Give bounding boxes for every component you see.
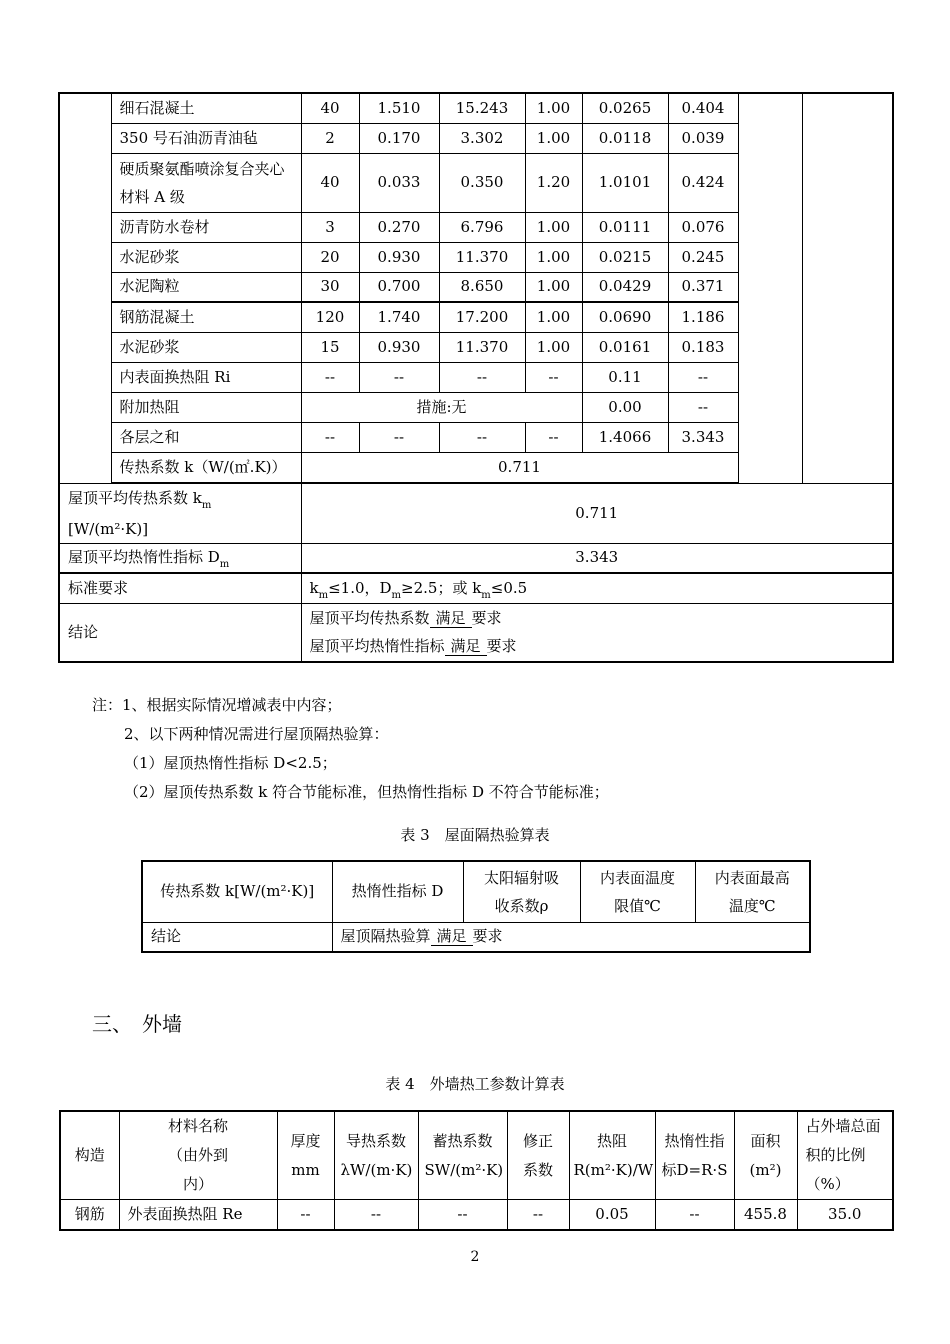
km-row: 屋顶平均传热系数 $k_m$ [W/(m²·K)] 0.711 <box>59 483 893 543</box>
ratio-cell <box>802 93 893 483</box>
table-header-row: 构造 材料名称（由外到内） 厚度mm 导热系数λW/(m·K) 蓄热系数SW/(m²·K) 修正系数 热阻 R(m²·K)/W 热惰性指标D=R·S 面积(m²) 占外墙总面积的比例（%） <box>60 1111 893 1200</box>
note-1: 注：1、根据实际情况增减表中内容； <box>92 696 342 714</box>
table3-caption: 表 3 屋面隔热验算表 <box>400 826 550 844</box>
section-heading: 三、 外墙 <box>92 1012 182 1036</box>
area-cell <box>738 93 802 483</box>
k-row: 传热系数 k（W/(㎡.K)） 0.711 <box>59 452 893 482</box>
table-row: 沥青防水卷材 3 0.270 6.796 1.00 0.0111 0.076 <box>59 212 893 242</box>
table-row: 水泥陶粒 30 0.700 8.650 1.00 0.0429 0.371 <box>59 272 893 302</box>
wall-thermal-table <box>59 1110 894 1231</box>
table4-caption: 表 4 外墙热工参数计算表 <box>385 1075 565 1093</box>
table-header-row: 传热系数 k[W/(m²·K)] 热惰性指标 D 太阳辐射吸收系数ρ 内表面温度限值℃ 内表面最高温度℃ <box>142 861 810 922</box>
table-row: 钢筋混凝土 120 1.740 17.200 1.00 0.0690 1.186 <box>59 302 893 332</box>
standard-row: 标准要求 $k_m\le 1.0$，$D_m\ge 2.5$；或 $k_m\le 0.5$ <box>59 573 893 603</box>
extra-resistance-row: 附加热阻 措施:无 0.00 -- <box>59 392 893 422</box>
note-2: 2、以下两种情况需进行屋顶隔热验算： <box>124 725 389 743</box>
table-row: 硬质聚氨酯喷涂复合夹心材料 A 级 40 0.033 0.350 1.20 1.0101 0.424 <box>59 153 893 212</box>
construction-cell <box>59 93 111 483</box>
table-row: 细石混凝土 40 1.510 15.243 1.00 0.0265 0.404 <box>59 93 893 123</box>
table-row: 钢筋 外表面换热阻 Re -- -- -- -- 0.05 -- 455.8 35.0 <box>60 1200 893 1230</box>
table-row: 水泥砂浆 15 0.930 11.370 1.00 0.0161 0.183 <box>59 332 893 362</box>
page-number: 2 <box>470 1249 480 1265</box>
table-row: 内表面换热阻 Ri -- -- -- -- 0.11 -- <box>59 362 893 392</box>
conclusion-row: 结论 屋顶平均传热系数 满足 要求 屋顶平均热惰性指标 满足 要求 <box>59 603 893 662</box>
roof-insulation-table <box>141 860 811 953</box>
layers-sum-row: 各层之和 -- -- -- -- 1.4066 3.343 <box>59 422 893 452</box>
roof-thermal-table <box>58 92 894 663</box>
note-4: （2）屋顶传热系数 k 符合节能标准，但热惰性指标 D 不符合节能标准； <box>124 783 609 801</box>
dm-row: 屋顶平均热惰性指标 $D_m$ 3.343 <box>59 543 893 573</box>
table3-conclusion-row: 结论 屋顶隔热验算 满足 要求 <box>142 922 810 952</box>
table-row: 350 号石油沥青油毡 2 0.170 3.302 1.00 0.0118 0.039 <box>59 123 893 153</box>
table-row: 水泥砂浆 20 0.930 11.370 1.00 0.0215 0.245 <box>59 242 893 272</box>
note-3: （1）屋顶热惰性指标 D<2.5； <box>124 754 337 772</box>
